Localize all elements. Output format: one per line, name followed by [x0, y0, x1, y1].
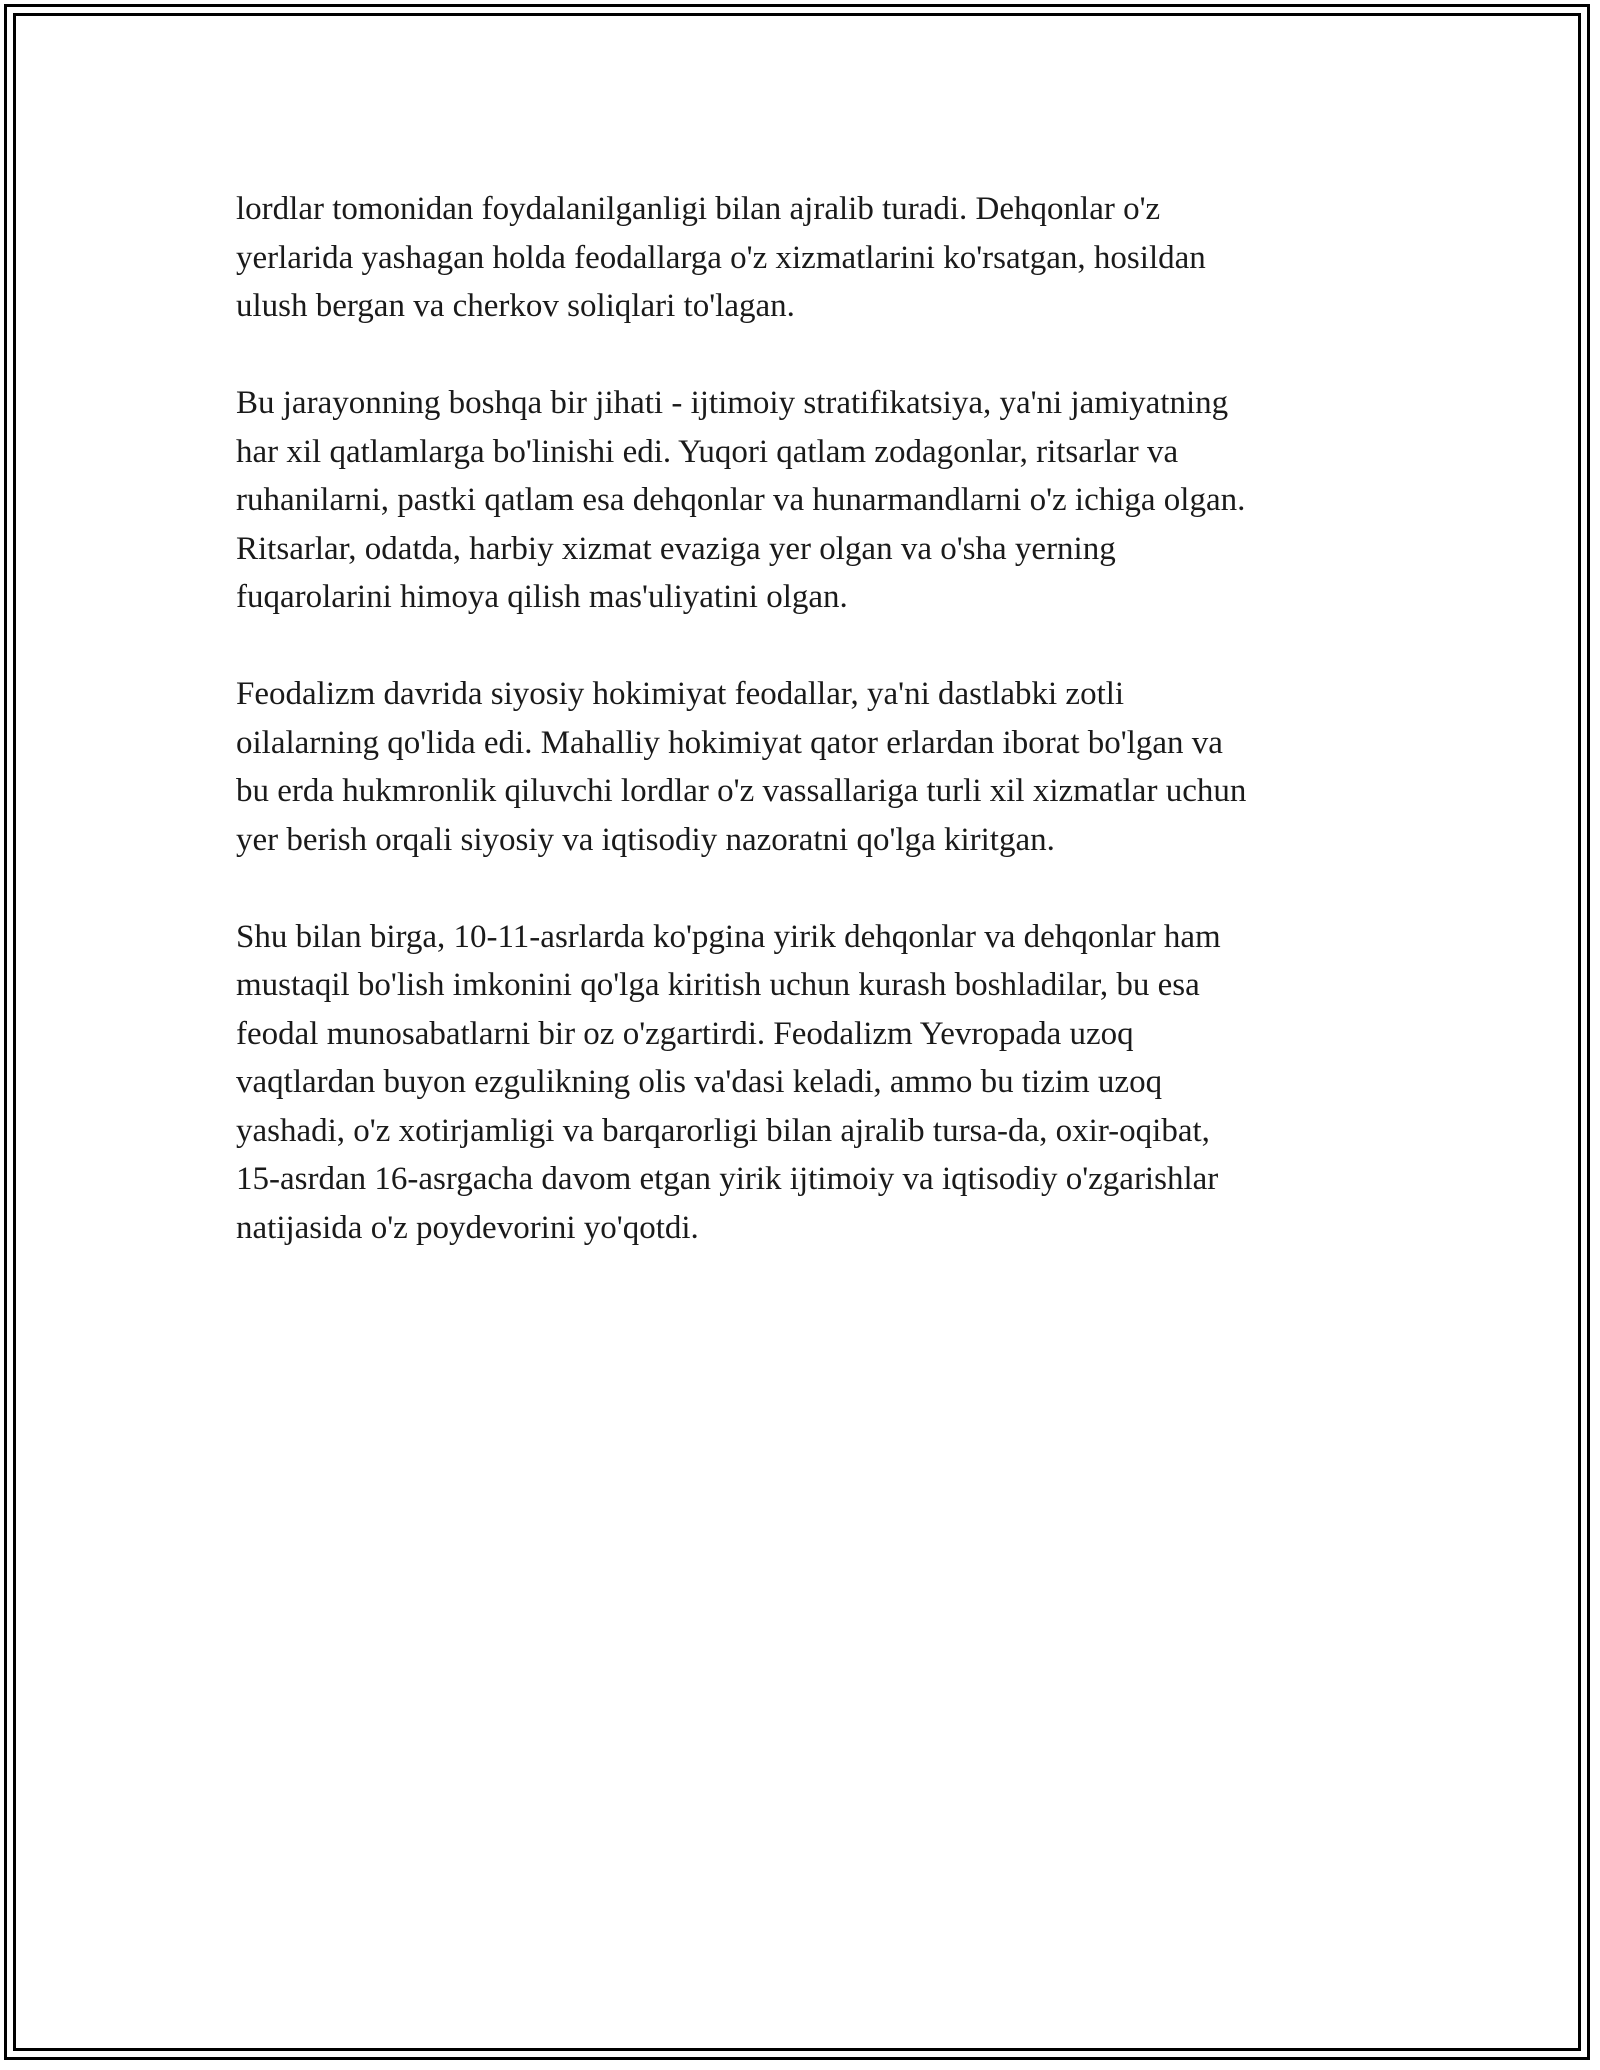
paragraph-2: Bu jarayonning boshqa bir jihati - ijtimoiy stratifikatsiya, ya'ni jamiyatning har xil qatlamlarga bo'linishi edi. Yuqori qatlam zodagonlar, ritsarlar va ruhanilarni, pastki qatlam esa dehqonlar va hunarmandlarni o'z ichiga olgan. Ritsarlar, odatda, harbiy xizmat evaziga yer olgan va o'sha yerning fuqarolarini himoya qilish mas'uliyatini olgan.	[236, 385, 1246, 615]
paragraph-4: Shu bilan birga, 10-11-asrlarda ko'pgina yirik dehqonlar va dehqonlar ham mustaqil bo'lish imkonini qo'lga kiritish uchun kurash boshladilar, bu esa feodal munosabatlarni bir oz o'zgartirdi. Feodalizm Yevropada uzoq vaqtlardan buyon ezgulikning olis va'dasi keladi, ammo bu tizim uzoq yashadi, o'z xotirjamligi va barqarorligi bilan ajralib tursa-da, oxir-oqibat, 15-asrdan 16-asrgacha davom etgan yirik ijtimoiy va iqtisodiy o'zgarishlar natijasida o'z poydevorini yo'qotdi.	[236, 918, 1221, 1246]
document-body	[236, 185, 1366, 1301]
paragraph-3: Feodalizm davrida siyosiy hokimiyat feodallar, ya'ni dastlabki zotli oilalarning qo'lida edi. Mahalliy hokimiyat qator erlardan iborat bo'lgan va bu erda hukmronlik qiluvchi lordlar o'z vassallariga turli xil xizmatlar uchun yer berish orqali siyosiy va iqtisodiy nazoratni qo'lga kiritgan.	[236, 676, 1247, 858]
paragraph-1: lordlar tomonidan foydalanilganligi bilan ajralib turadi. Dehqonlar o'z yerlarida yashagan holda feodallarga o'z xizmatlarini ko'rsatgan, hosildan ulush bergan va cherkov soliqlari to'lagan.	[236, 191, 1206, 324]
